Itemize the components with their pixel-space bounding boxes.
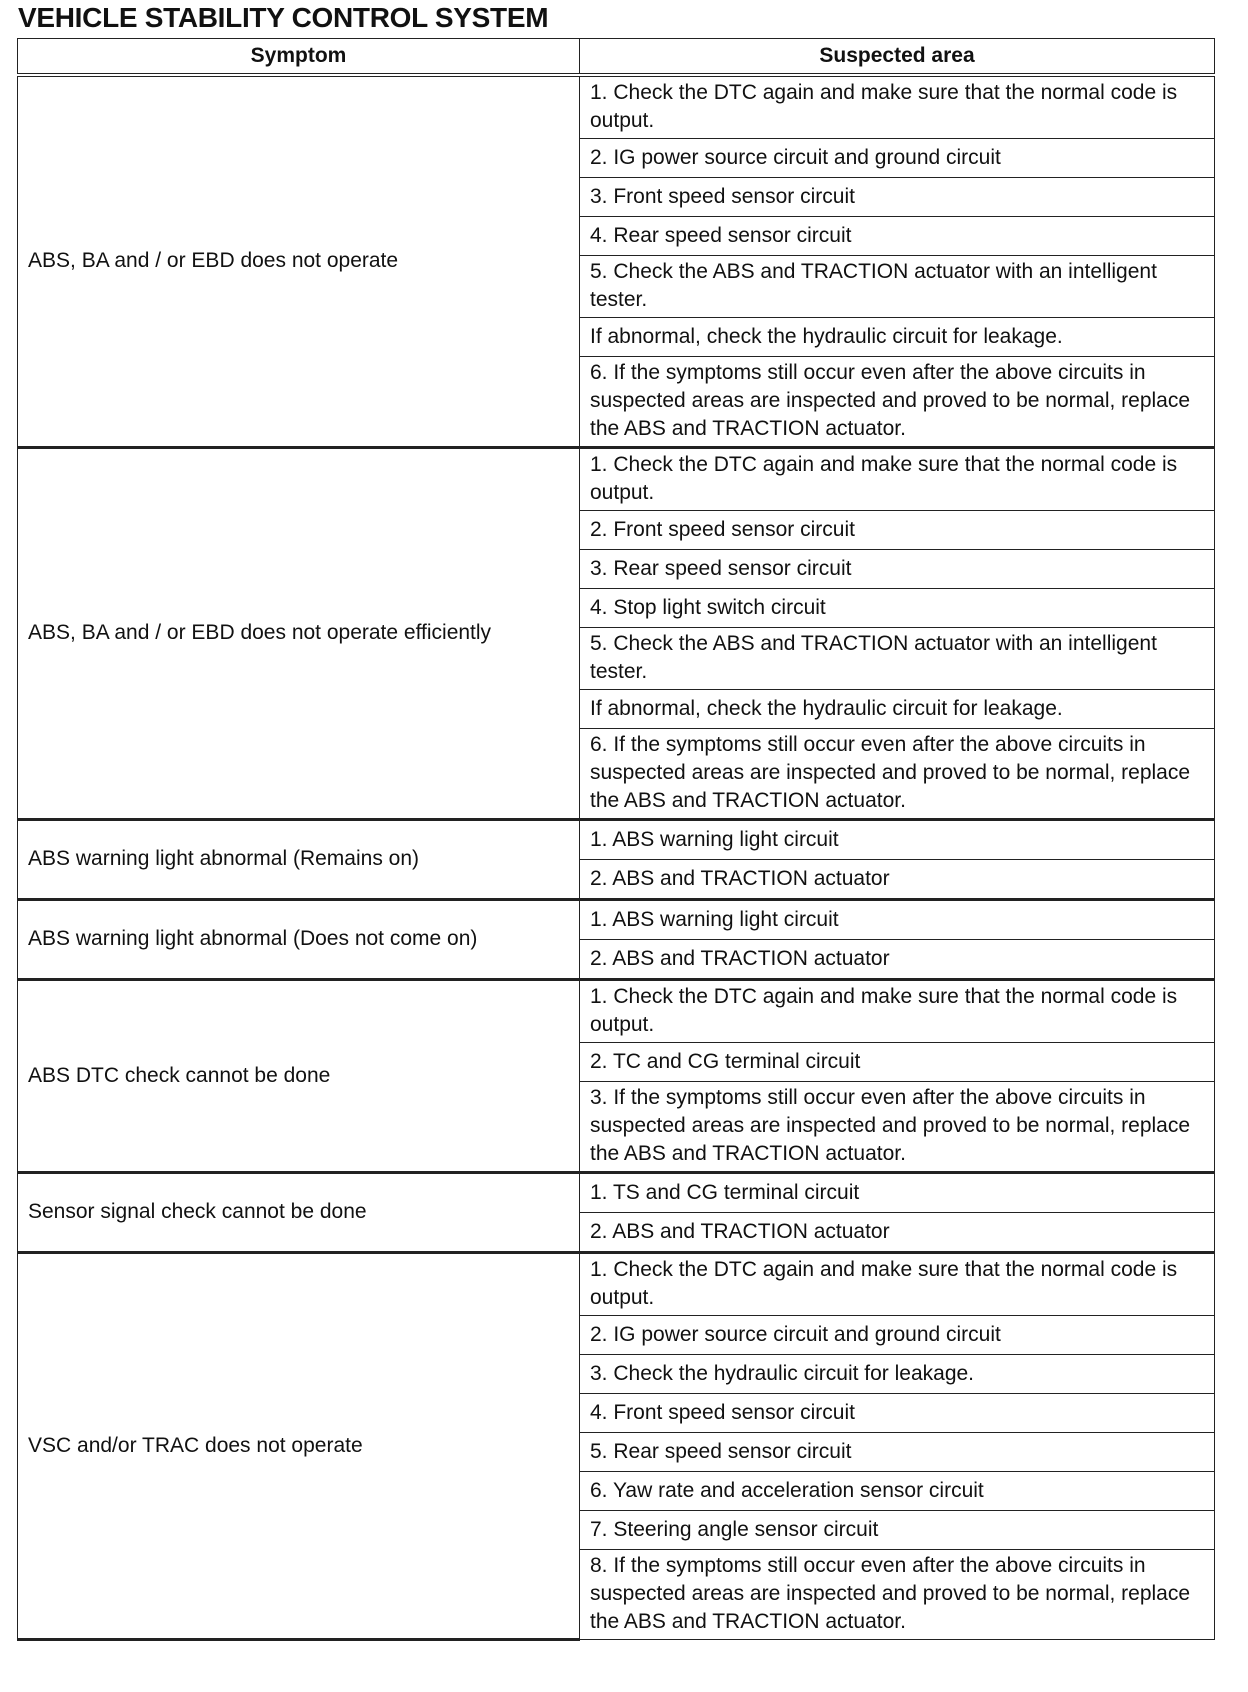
table-header-row (18, 39, 1215, 76)
suspected-area-cell: If abnormal, check the hydraulic circuit for leakage. (580, 690, 1215, 729)
table-row (18, 980, 1215, 1043)
suspected-area-cell: 1. Check the DTC again and make sure that the normal code is output. (580, 1253, 1215, 1316)
symptom-cell: ABS warning light abnormal (Remains on) (18, 820, 580, 900)
suspected-area-cell: 2. IG power source circuit and ground circuit (580, 1316, 1215, 1355)
suspected-area-cell: 2. Front speed sensor circuit (580, 511, 1215, 550)
suspected-area-cell: 6. If the symptoms still occur even after the above circuits in suspected areas are inspected and proved to be normal, replace the ABS and TRACTION actuator. (580, 729, 1215, 820)
table-row (18, 900, 1215, 940)
symptom-column-header: Symptom (18, 39, 580, 76)
suspected-area-cell: If abnormal, check the hydraulic circuit for leakage. (580, 318, 1215, 357)
troubleshooting-table (17, 38, 1215, 1641)
suspected-area-cell: 2. ABS and TRACTION actuator (580, 1213, 1215, 1253)
page-title: VEHICLE STABILITY CONTROL SYSTEM (18, 2, 549, 33)
table-row (18, 1173, 1215, 1213)
symptom-cell: ABS warning light abnormal (Does not come on) (18, 900, 580, 980)
suspected-area-cell: 6. Yaw rate and acceleration sensor circuit (580, 1472, 1215, 1511)
suspected-area-cell: 8. If the symptoms still occur even after the above circuits in suspected areas are inspected and proved to be normal, replace the ABS and TRACTION actuator. (580, 1550, 1215, 1640)
table-row (18, 75, 1215, 139)
suspected-area-cell: 2. ABS and TRACTION actuator (580, 940, 1215, 980)
suspected-area-cell: 4. Rear speed sensor circuit (580, 217, 1215, 256)
table-row (18, 1253, 1215, 1316)
suspected-area-cell: 3. Check the hydraulic circuit for leakage. (580, 1355, 1215, 1394)
suspected-area-cell: 1. Check the DTC again and make sure that the normal code is output. (580, 75, 1215, 139)
suspected-area-cell: 1. ABS warning light circuit (580, 820, 1215, 860)
suspected-area-cell: 5. Check the ABS and TRACTION actuator with an intelligent tester. (580, 256, 1215, 318)
suspected-area-column-header: Suspected area (580, 39, 1215, 76)
suspected-area-cell: 6. If the symptoms still occur even after the above circuits in suspected areas are inspected and proved to be normal, replace the ABS and TRACTION actuator. (580, 357, 1215, 448)
symptom-cell: Sensor signal check cannot be done (18, 1173, 580, 1253)
suspected-area-cell: 3. If the symptoms still occur even after the above circuits in suspected areas are inspected and proved to be normal, replace the ABS and TRACTION actuator. (580, 1082, 1215, 1173)
symptom-cell: ABS, BA and / or EBD does not operate efficiently (18, 448, 580, 820)
suspected-area-cell: 3. Rear speed sensor circuit (580, 550, 1215, 589)
suspected-area-cell: 1. ABS warning light circuit (580, 900, 1215, 940)
symptom-cell: VSC and/or TRAC does not operate (18, 1253, 580, 1640)
suspected-area-cell: 7. Steering angle sensor circuit (580, 1511, 1215, 1550)
suspected-area-cell: 4. Front speed sensor circuit (580, 1394, 1215, 1433)
suspected-area-cell: 5. Rear speed sensor circuit (580, 1433, 1215, 1472)
suspected-area-cell: 1. Check the DTC again and make sure that the normal code is output. (580, 448, 1215, 511)
symptom-cell: ABS, BA and / or EBD does not operate (18, 75, 580, 448)
suspected-area-cell: 2. IG power source circuit and ground circuit (580, 139, 1215, 178)
table-row (18, 448, 1215, 511)
suspected-area-cell: 5. Check the ABS and TRACTION actuator with an intelligent tester. (580, 628, 1215, 690)
suspected-area-cell: 2. ABS and TRACTION actuator (580, 860, 1215, 900)
suspected-area-cell: 2. TC and CG terminal circuit (580, 1043, 1215, 1082)
suspected-area-cell: 1. TS and CG terminal circuit (580, 1173, 1215, 1213)
suspected-area-cell: 3. Front speed sensor circuit (580, 178, 1215, 217)
suspected-area-cell: 1. Check the DTC again and make sure that the normal code is output. (580, 980, 1215, 1043)
table-body (18, 75, 1215, 1640)
symptom-cell: ABS DTC check cannot be done (18, 980, 580, 1173)
suspected-area-cell: 4. Stop light switch circuit (580, 589, 1215, 628)
table-row (18, 820, 1215, 860)
